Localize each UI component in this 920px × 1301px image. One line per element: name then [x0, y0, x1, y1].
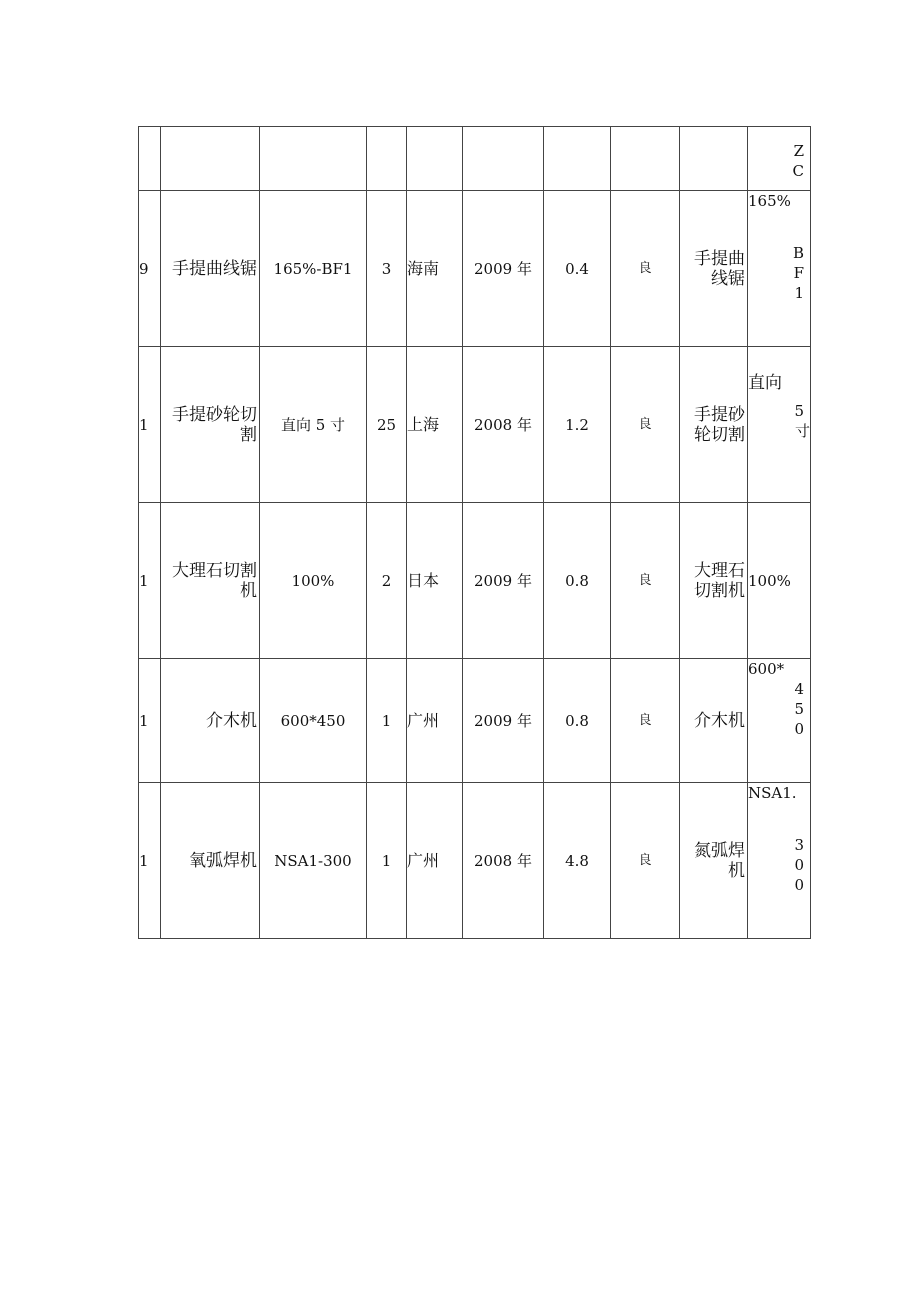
spec-char: 寸 — [794, 422, 810, 440]
spec-vertical-cell — [748, 191, 811, 347]
quantity-cell: 1 — [367, 783, 407, 939]
equipment-name-cell: 氧弧焊机 — [161, 783, 260, 939]
quantity-cell: 1 — [367, 659, 407, 783]
origin-cell: 广州 — [407, 783, 463, 939]
status-cell: 良 — [611, 347, 680, 503]
spec-cell: 直向 5 寸 — [260, 347, 367, 503]
spec-char: 0 — [794, 720, 804, 738]
spec-vertical-chars — [748, 141, 810, 181]
spec-cell: 165%-BF1 — [260, 191, 367, 347]
quantity-cell: 3 — [367, 191, 407, 347]
spec-char: F — [793, 264, 804, 282]
equipment-name-cell: 大理石切割机 — [161, 503, 260, 659]
year-cell: 2009 年 — [463, 659, 544, 783]
origin-cell — [407, 127, 463, 191]
year-cell: 2008 年 — [463, 783, 544, 939]
equipment-name-vertical-cell: 介木机 — [680, 659, 748, 783]
spec-char: 3 — [794, 836, 804, 854]
quantity-cell: 2 — [367, 503, 407, 659]
spec-char: C — [792, 162, 804, 180]
spec-vertical-chars — [748, 401, 810, 441]
origin-cell: 上海 — [407, 347, 463, 503]
status-cell: 良 — [611, 659, 680, 783]
spec-cell: 100% — [260, 503, 367, 659]
year-cell: 2009 年 — [463, 503, 544, 659]
spec-top-text: NSA1. — [748, 784, 797, 802]
power-cell: 4.8 — [544, 783, 611, 939]
year-cell: 2009 年 — [463, 191, 544, 347]
spec-top-text: 直向 — [748, 373, 782, 393]
spec-char: 1 — [794, 284, 804, 302]
power-cell: 0.4 — [544, 191, 611, 347]
status-cell: 良 — [611, 191, 680, 347]
power-cell: 0.8 — [544, 659, 611, 783]
power-cell: 1.2 — [544, 347, 611, 503]
row-number-cell: 9 — [139, 191, 161, 347]
equipment-name-vertical-cell: 氮弧焊机 — [680, 783, 748, 939]
row-number-cell: 1 — [139, 783, 161, 939]
table-row — [139, 503, 811, 659]
spec-vertical-chars — [748, 679, 810, 739]
power-cell — [544, 127, 611, 191]
origin-cell: 日本 — [407, 503, 463, 659]
spec-vertical-cell — [748, 783, 811, 939]
spec-vertical-cell — [748, 503, 811, 659]
spec-cell — [260, 127, 367, 191]
equipment-name-cell: 手提曲线锯 — [161, 191, 260, 347]
table-row — [139, 127, 811, 191]
table-row — [139, 659, 811, 783]
power-cell: 0.8 — [544, 503, 611, 659]
origin-cell: 广州 — [407, 659, 463, 783]
equipment-name-vertical-cell: 手提曲线锯 — [680, 191, 748, 347]
spec-cell: NSA1-300 — [260, 783, 367, 939]
equipment-name-cell — [161, 127, 260, 191]
table-row — [139, 191, 811, 347]
origin-cell: 海南 — [407, 191, 463, 347]
table-body — [139, 127, 811, 939]
spec-char: 5 — [794, 700, 804, 718]
status-cell: 良 — [611, 783, 680, 939]
equipment-name-vertical-cell — [680, 127, 748, 191]
row-number-cell: 1 — [139, 347, 161, 503]
equipment-name-vertical-cell: 手提砂轮切割 — [680, 347, 748, 503]
equipment-table — [138, 126, 811, 939]
quantity-cell — [367, 127, 407, 191]
spec-char: 5 — [794, 402, 804, 420]
spec-char: 0 — [794, 876, 804, 894]
year-cell — [463, 127, 544, 191]
spec-cell: 600*450 — [260, 659, 367, 783]
spec-char: 4 — [794, 680, 804, 698]
spec-top-text: 100% — [748, 571, 791, 590]
equipment-name-cell: 介木机 — [161, 659, 260, 783]
spec-vertical-cell — [748, 347, 811, 503]
spec-top-text: 165% — [748, 192, 791, 210]
row-number-cell — [139, 127, 161, 191]
spec-vertical-cell — [748, 127, 811, 191]
row-number-cell: 1 — [139, 659, 161, 783]
status-cell: 良 — [611, 503, 680, 659]
status-cell — [611, 127, 680, 191]
equipment-name-vertical-cell: 大理石切割机 — [680, 503, 748, 659]
row-number-cell: 1 — [139, 503, 161, 659]
quantity-cell: 25 — [367, 347, 407, 503]
year-cell: 2008 年 — [463, 347, 544, 503]
spec-top-text: 600* — [748, 660, 785, 678]
spec-vertical-cell — [748, 659, 811, 783]
table-row — [139, 783, 811, 939]
equipment-name-cell: 手提砂轮切割 — [161, 347, 260, 503]
spec-char: Z — [793, 142, 804, 160]
spec-vertical-chars — [748, 835, 810, 895]
spec-vertical-chars — [748, 243, 810, 303]
spec-char: 0 — [794, 856, 804, 874]
spec-char: B — [792, 244, 804, 262]
spec-top-text — [748, 127, 810, 141]
table-row — [139, 347, 811, 503]
